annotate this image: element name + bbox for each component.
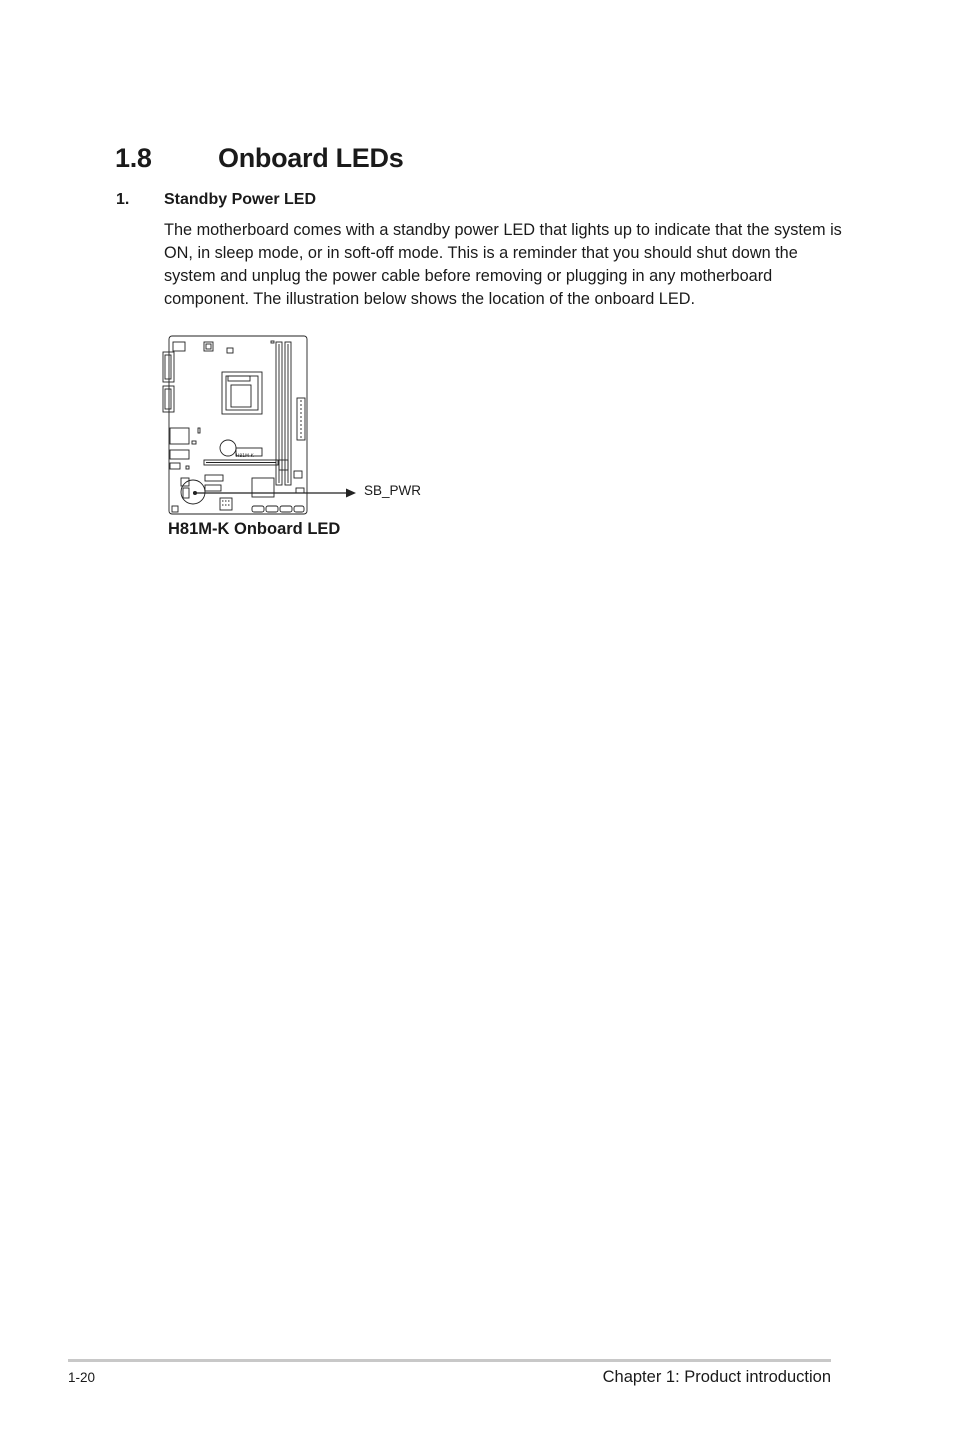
sb-pwr-label: SB_PWR	[364, 483, 422, 498]
onboard-battery	[181, 480, 205, 504]
item-heading	[116, 191, 316, 209]
section-title-text: Onboard LEDs	[218, 143, 404, 173]
chipset-heatsink	[220, 440, 236, 456]
item-body-text: The motherboard comes with a standby power LED that lights up to indicate that the system is ON, in sleep mode, or in soft-off mode. This is a reminder that you should shut down the system and unplug the power cable before removing or plugging in any motherboard component. The illustration below shows the location of the onboard LED.	[164, 221, 842, 308]
page-number: 1-20	[68, 1370, 96, 1385]
section-number: 1.8	[115, 143, 152, 173]
figure-caption: H81M-K Onboard LED	[168, 520, 341, 538]
footer-divider	[68, 1359, 831, 1362]
section-title	[115, 143, 403, 174]
footer-chapter-title: Chapter 1: Product introduction	[602, 1368, 831, 1386]
io-port	[170, 428, 189, 444]
board-outline	[169, 336, 307, 514]
sata-block	[252, 478, 274, 497]
item-title: Standby Power LED	[164, 191, 317, 208]
item-number: 1.	[116, 191, 130, 208]
callout-arrowhead	[346, 489, 356, 498]
io-port	[170, 463, 180, 469]
board-silkscreen-label: H81M-K	[236, 454, 254, 459]
io-port	[170, 450, 189, 459]
